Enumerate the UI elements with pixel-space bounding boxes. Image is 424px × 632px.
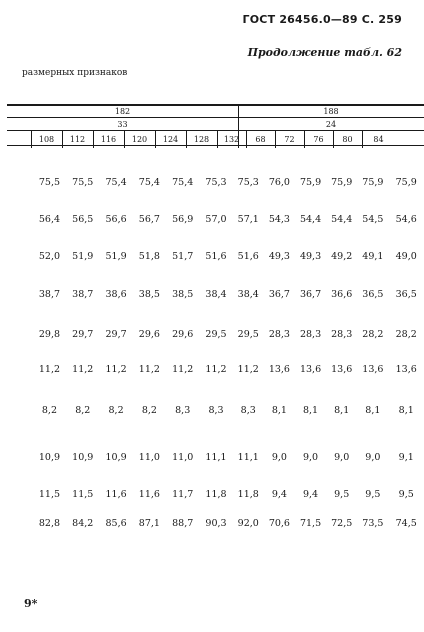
table-cell: 11,2 [105, 364, 127, 375]
table-cell: 11,2 [237, 364, 259, 375]
table-top-rule [7, 104, 424, 106]
table-cell: 75,9 [362, 177, 384, 188]
row-spacer [7, 272, 33, 316]
table-cell: 11,5 [38, 489, 61, 500]
table-cell: 28,3 [268, 329, 290, 340]
table-cell: 56,9 [172, 213, 194, 225]
table-cell: 8,3 [240, 405, 256, 416]
table-cell: 56,7 [138, 213, 160, 225]
table-cell: 29,5 [237, 329, 259, 340]
table-header-rule-1 [7, 117, 424, 118]
table-cell: 11,5 [72, 489, 94, 500]
data-table [7, 168, 424, 536]
row-spacer [7, 435, 33, 479]
table-cell: 11,2 [138, 364, 160, 375]
table-cell: 8,1 [334, 405, 350, 416]
table-cell: 49,2 [331, 251, 353, 262]
table-cell: 51,7 [172, 251, 194, 262]
table-cell: 9,5 [334, 489, 350, 500]
table-cell: 38,4 [205, 288, 227, 300]
group-2-label: 188 [323, 107, 339, 116]
table-cell: 36,6 [331, 288, 353, 300]
table-cell: 11,1 [237, 451, 259, 463]
table-cell: 36,7 [268, 288, 290, 300]
table-cell: 29,8 [38, 329, 61, 340]
table-cell: 11,1 [205, 451, 227, 463]
table-continuation-caption: Продолжение табл. 62 [247, 46, 402, 59]
table-cell: 9,4 [271, 489, 287, 500]
table-row [7, 168, 424, 197]
table-cell: 11,2 [172, 364, 194, 375]
table-cell: 29,7 [72, 329, 94, 340]
table-row [7, 197, 424, 241]
table-cell: 71,5 [299, 517, 322, 529]
table-cell: 9,0 [302, 451, 319, 463]
group-2-sub-label: 24 [325, 120, 337, 129]
table-cell: 11,2 [72, 364, 94, 375]
table-row [7, 386, 424, 435]
column-header: 132 [223, 135, 240, 144]
table-cell: 92,0 [237, 517, 259, 529]
column-header: 76 [313, 135, 324, 144]
table-cell: 13,6 [362, 364, 384, 375]
table-row [7, 316, 424, 353]
table-cell: 56,6 [105, 213, 127, 225]
table-cell: 29,6 [172, 329, 194, 340]
table-cell: 87,1 [138, 517, 160, 529]
table-cell: 36,5 [362, 288, 384, 300]
table-cell: 38,7 [38, 288, 61, 300]
table-cell: 11,8 [237, 489, 259, 500]
table-cell: 8,2 [141, 405, 157, 416]
table-row [7, 510, 424, 536]
table-cell: 28,3 [299, 329, 322, 340]
table-cell: 57,0 [205, 213, 227, 225]
row-spacer [7, 386, 33, 435]
table-cell: 54,3 [268, 213, 290, 225]
table-cell: 8,2 [75, 405, 91, 416]
table-cell: 8,1 [302, 405, 319, 416]
table-cell: 11,0 [172, 451, 194, 463]
table-cell: 56,5 [72, 213, 94, 225]
table-cell: 85,6 [105, 517, 127, 529]
table-cell: 13,6 [395, 364, 417, 375]
table-cell: 75,3 [237, 177, 259, 188]
column-header: 128 [193, 135, 210, 144]
table-cell: 9,0 [334, 451, 350, 463]
column-header: 80 [342, 135, 353, 144]
table-cell: 57,1 [237, 213, 259, 225]
table-cell: 75,9 [395, 177, 417, 188]
column-header: 112 [69, 135, 86, 144]
column-header: 72 [284, 135, 295, 144]
table-cell: 51,8 [138, 251, 160, 262]
table-cell: 11,0 [138, 451, 160, 463]
table-cell: 38,5 [138, 288, 160, 300]
table-cell: 51,6 [205, 251, 227, 262]
table-cell: 29,7 [105, 329, 127, 340]
table-cell: 84,2 [72, 517, 94, 529]
table-cell: 8,3 [208, 405, 224, 416]
table-cell: 8,1 [398, 405, 414, 416]
table-cell: 28,2 [362, 329, 384, 340]
table-cell: 9,0 [271, 451, 287, 463]
table-cell: 54,4 [299, 213, 322, 225]
table-cell: 49,3 [268, 251, 290, 262]
table-cell: 8,1 [271, 405, 287, 416]
table-cell: 11,2 [38, 364, 61, 375]
table-cell: 75,5 [72, 177, 94, 188]
table-cell: 75,9 [299, 177, 322, 188]
table-cell: 8,3 [175, 405, 191, 416]
table-cell: 38,5 [172, 288, 194, 300]
table-cell: 54,5 [362, 213, 384, 225]
table-cell: 75,4 [172, 177, 194, 188]
table-row [7, 353, 424, 386]
table-cell: 8,1 [365, 405, 381, 416]
table-cell: 54,6 [395, 213, 417, 225]
table-row [7, 479, 424, 510]
table-cell: 51,6 [237, 251, 259, 262]
table-cell: 75,9 [331, 177, 353, 188]
table-row [7, 435, 424, 479]
table-cell: 13,6 [331, 364, 353, 375]
table-cell: 49,0 [395, 251, 417, 262]
table-cell: 11,2 [205, 364, 227, 375]
page-number: 9* [24, 597, 38, 610]
table-cell: 54,4 [331, 213, 353, 225]
table-cell: 49,1 [362, 251, 384, 262]
row-spacer [7, 241, 33, 272]
table-cell: 75,4 [138, 177, 160, 188]
table-cell: 29,6 [138, 329, 160, 340]
table-cell: 11,8 [205, 489, 227, 500]
group-1-label: 182 [114, 107, 131, 116]
table-cell: 75,5 [38, 177, 61, 188]
table-cell: 76,0 [268, 177, 290, 188]
table-cell: 74,5 [395, 517, 417, 529]
column-header: 124 [162, 135, 179, 144]
table-cell: 11,6 [138, 489, 160, 500]
row-spacer [7, 168, 33, 197]
table-cell: 38,6 [105, 288, 127, 300]
table-cell: 11,7 [172, 489, 194, 500]
table-cell: 36,7 [299, 288, 322, 300]
page-header: ГОСТ 26456.0—89 С. 259 [242, 13, 402, 26]
column-header: 84 [373, 135, 384, 144]
table-cell: 28,2 [395, 329, 417, 340]
table-cell: 38,7 [72, 288, 94, 300]
column-header: 120 [131, 135, 148, 144]
table-cell: 9,1 [398, 451, 414, 463]
table-cell: 73,5 [362, 517, 384, 529]
table-cell: 13,6 [268, 364, 290, 375]
table-cell: 51,9 [105, 251, 127, 262]
table-cell: 52,0 [38, 251, 61, 262]
table-cell: 9,0 [365, 451, 381, 463]
table-cell: 10,9 [105, 451, 127, 463]
table-cell: 51,9 [72, 251, 94, 262]
table-cell: 49,3 [299, 251, 322, 262]
table-cell: 29,5 [205, 329, 227, 340]
table-cell: 10,9 [72, 451, 94, 463]
column-header: 68 [255, 135, 266, 144]
row-spacer [7, 479, 33, 510]
table-cell: 72,5 [331, 517, 353, 529]
table-cell: 28,3 [331, 329, 353, 340]
group-1-sub-label: 33 [117, 120, 128, 129]
table-cell: 38,4 [237, 288, 259, 300]
table-subtitle: размерных признаков [22, 68, 128, 78]
table-cell: 11,6 [105, 489, 127, 500]
table-cell: 13,6 [299, 364, 322, 375]
table-cell: 90,3 [205, 517, 227, 529]
table-cell: 8,2 [108, 405, 124, 416]
table-cell: 9,5 [365, 489, 381, 500]
row-spacer [7, 316, 33, 353]
table-cell: 9,4 [302, 489, 319, 500]
row-spacer [7, 510, 33, 536]
table-cell: 36,5 [395, 288, 417, 300]
column-header: 116 [100, 135, 117, 144]
column-header: 108 [38, 135, 55, 144]
table-cell: 75,3 [205, 177, 227, 188]
row-spacer [7, 197, 33, 241]
table-cell: 88,7 [172, 517, 194, 529]
table-cell: 82,8 [38, 517, 61, 529]
table-row [7, 241, 424, 272]
row-spacer [7, 353, 33, 386]
table-cell: 9,5 [398, 489, 414, 500]
table-cell: 10,9 [38, 451, 61, 463]
table-row [7, 272, 424, 316]
table-cell: 75,4 [105, 177, 127, 188]
table-cell: 8,2 [41, 405, 57, 416]
table-cell: 56,4 [38, 213, 61, 225]
table-cell: 70,6 [268, 517, 290, 529]
